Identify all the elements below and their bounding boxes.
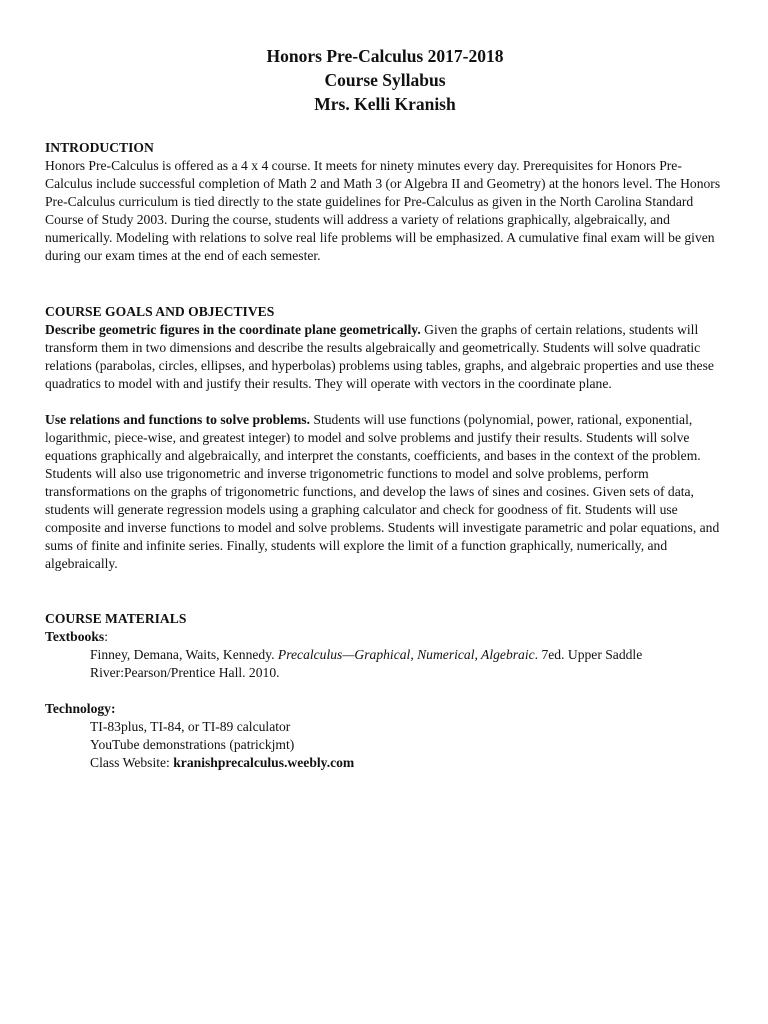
technology-item-youtube: YouTube demonstrations (patrickjmt) [90, 737, 295, 752]
textbook-authors: Finney, Demana, Waits, Kennedy. [90, 647, 278, 662]
goals-paragraph-geometric-text: Given the graphs of certain relations, students will transform them in two dimensions and describe the results algebraically and geometrically. Students will solve quadratic relations (parabolas, circles, ellipses, and hyperbolas) problems using tables, graphs, and algebraic properties and use these quadratics to model with and justify their results. They will operate with vectors in the coordinate plane. [45, 322, 714, 391]
textbooks-colon: : [104, 629, 108, 644]
course-title: Honors Pre-Calculus 2017-2018 [266, 46, 504, 66]
materials-heading: COURSE MATERIALS [45, 611, 187, 626]
technology-label: Technology: [45, 701, 116, 716]
goals-section [45, 303, 725, 573]
textbook-publisher: . 7ed. Upper Saddle River:Pearson/Prentice Hall. 2010. [90, 647, 643, 680]
textbooks-label: Textbooks [45, 629, 105, 644]
technology-list [45, 718, 725, 772]
goals-paragraph-functions-lead: Use relations and functions to solve problems. [45, 412, 310, 427]
class-website-line [90, 754, 725, 772]
introduction-text: Honors Pre-Calculus is offered as a 4 x 4 course. It meets for ninety minutes every day. Prerequisites for Honors Pre-Calculus include successful completion of Math 2 and Math 3 (or Algebra II and Geometry) at the honors level. The Honors Pre-Calculus curriculum is tied directly to the state guidelines for Pre-Calculus as given in the North Carolina Standard Course of Study 2003. During the course, students will address a variety of relations graphically, algebraically, and numerically. Modeling with relations to solve real life problems will be emphasized. A cumulative final exam will be given during our exam times at the end of each semester. [45, 158, 721, 263]
class-website-link[interactable]: kranishprecalculus.weebly.com [173, 755, 355, 770]
goals-paragraph-geometric-lead: Describe geometric figures in the coordinate plane geometrically. [45, 322, 421, 337]
textbook-citation [45, 646, 725, 682]
syllabus-page [45, 44, 725, 772]
goals-paragraph-geometric [45, 321, 725, 393]
introduction-heading: INTRODUCTION [45, 140, 154, 155]
introduction-section [45, 139, 725, 265]
class-website-label: Class Website: [90, 755, 174, 770]
textbooks-label-line [45, 628, 725, 646]
textbook-title: Precalculus—Graphical, Numerical, Algebraic [277, 647, 535, 662]
teacher-name: Mrs. Kelli Kranish [314, 94, 456, 114]
materials-section [45, 610, 725, 772]
goals-paragraph-functions-text: Students will use functions (polynomial, power, rational, exponential, logarithmic, piece-wise, and greatest integer) to model and solve problems and justify their results. Students will solve equations graphically and algebraically, and interpret the constants, coefficients, and bases in the context of the problem. Students will also use trigonometric and inverse trigonometric functions to model and solve problems, perform transformations on the graphs of trigonometric functions, and develop the laws of sines and cosines. Given sets of data, students will generate regression models using a graphing calculator and check for goodness of fit. Students will use composite and inverse functions to model and solve problems. Students will investigate parametric and polar equations, and sums of finite and infinite series. Finally, students will explore the limit of a function graphically, numerically, and algebraically. [45, 412, 720, 571]
document-subtitle: Course Syllabus [324, 70, 446, 90]
document-title [45, 44, 725, 116]
goals-heading: COURSE GOALS AND OBJECTIVES [45, 304, 275, 319]
goals-paragraph-functions [45, 411, 725, 573]
technology-item-calculator: TI-83plus, TI-84, or TI-89 calculator [90, 719, 291, 734]
